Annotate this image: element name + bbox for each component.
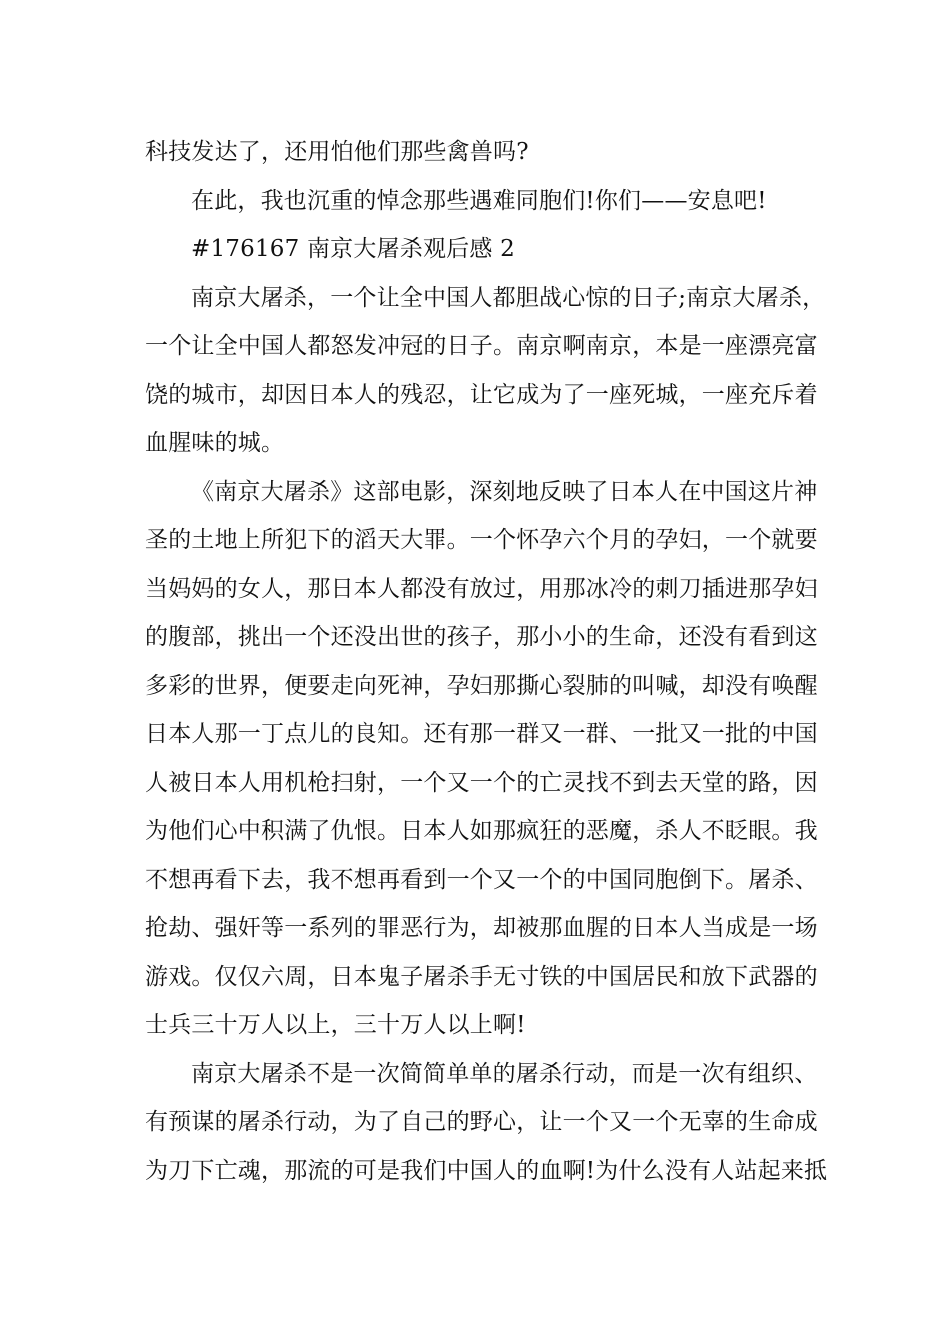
text-line: 南京大屠杀不是一次简简单单的屠杀行动，而是一次有组织、 [191, 1060, 818, 1087]
text-line: 人被日本人用机枪扫射，一个又一个的亡灵找不到去天堂的路，因 [145, 769, 818, 796]
text-line: 在此，我也沉重的悼念那些遇难同胞们!你们——安息吧! [191, 187, 767, 214]
text-line: 当妈妈的女人，那日本人都没有放过，用那冰冷的刺刀插进那孕妇 [145, 575, 818, 602]
text-line: 为他们心中积满了仇恨。日本人如那疯狂的恶魔，杀人不眨眼。我 [145, 818, 818, 844]
text-line: 不想再看下去，我不想再看到一个又一个的中国同胞倒下。屠杀、 [145, 866, 818, 893]
text-line: 有预谋的屠杀行动，为了自己的野心，让一个又一个无辜的生命成 [145, 1109, 818, 1135]
text-line: 多彩的世界，便要走向死神，孕妇那撕心裂肺的叫喊，却没有唤醒 [145, 672, 818, 699]
text-line: 日本人那一丁点儿的良知。还有那一群又一群、一批又一批的中国 [145, 721, 818, 747]
text-line: 一个让全中国人都怒发冲冠的日子。南京啊南京，本是一座漂亮富 [145, 333, 818, 359]
text-line: 的腹部，挑出一个还没出世的孩子，那小小的生命，还没有看到这 [145, 624, 818, 650]
text-line: 饶的城市，却因日本人的残忍，让它成为了一座死城，一座充斥着 [145, 381, 818, 408]
text-line: 《南京大屠杀》这部电影，深刻地反映了日本人在中国这片神 [191, 478, 818, 505]
text-line: 为刀下亡魂，那流的可是我们中国人的血啊!为什么没有人站起来抵 [145, 1157, 828, 1184]
text-line: 圣的土地上所犯下的滔天大罪。一个怀孕六个月的孕妇，一个就要 [145, 527, 818, 553]
document-body [145, 128, 828, 1195]
text-line: 科技发达了，还用怕他们那些禽兽吗? [145, 139, 529, 165]
text-line: 抢劫、强奸等一系列的罪恶行为，却被那血腥的日本人当成是一场 [145, 915, 818, 941]
text-line: 游戏。仅仅六周，日本鬼子屠杀手无寸铁的中国居民和放下武器的 [145, 963, 818, 990]
text-line: 士兵三十万人以上，三十万人以上啊! [145, 1012, 526, 1038]
text-line: 南京大屠杀，一个让全中国人都胆战心惊的日子;南京大屠杀， [191, 284, 826, 311]
section-heading: #176167 南京大屠杀观后感 2 [191, 236, 515, 262]
text-line: 血腥味的城。 [145, 430, 285, 456]
